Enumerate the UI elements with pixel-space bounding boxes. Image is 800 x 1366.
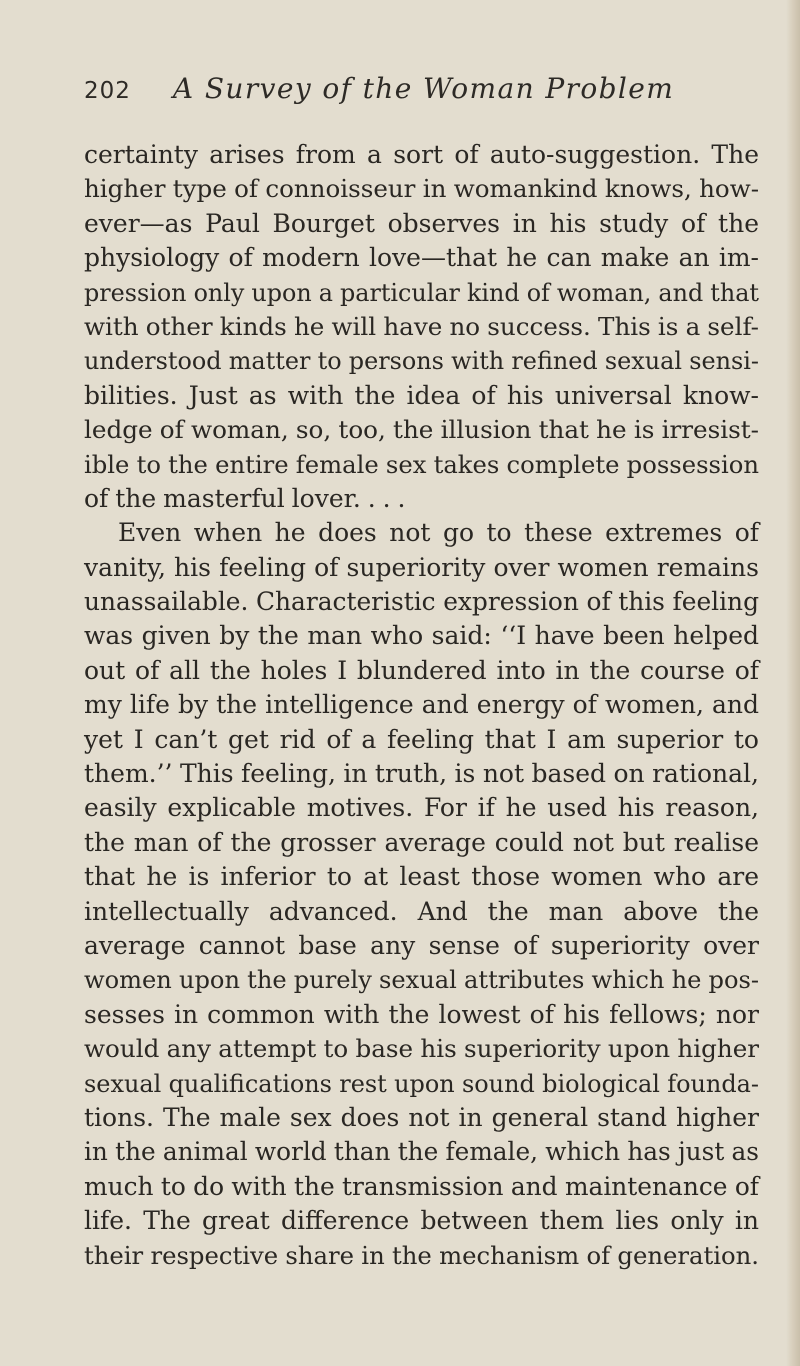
text-line: certainty arises from a sort of auto-suggestion. The	[84, 140, 759, 169]
text-line: women upon the purely sexual attributes which he pos-	[84, 966, 759, 995]
paragraph-end-line: of the masterful lover. . . .	[84, 483, 406, 513]
text-line: was given by the man who said: ‘‘I have been helped	[84, 621, 759, 651]
text-line: sexual qualifications rest upon sound biological founda-	[84, 1069, 759, 1098]
text-line: average cannot base any sense of superiority over	[84, 930, 759, 960]
text-line: my life by the intelligence and energy of women, and	[84, 690, 759, 720]
page-number: 202	[84, 78, 131, 104]
text-line: in the animal world than the female, which has just as	[84, 1137, 759, 1167]
paragraph-start-line: Even when he does not go to these extremes of	[118, 518, 759, 548]
text-line: higher type of connoisseur in womankind knows, how-	[84, 174, 759, 204]
text-line: would any attempt to base his superiority upon higher	[84, 1034, 759, 1064]
text-line: ible to the entire female sex takes complete possession	[84, 449, 759, 479]
text-line: much to do with the transmission and maintenance of	[84, 1171, 759, 1201]
text-line: easily explicable motives. For if he used his reason,	[84, 793, 759, 823]
text-line: with other kinds he will have no success. This is a self-	[84, 311, 759, 341]
text-line: vanity, his feeling of superiority over women remains	[84, 552, 759, 582]
text-line: life. The great difference between them lies only in	[84, 1206, 759, 1236]
text-line: tions. The male sex does not in general stand higher	[84, 1102, 759, 1132]
text-line: sesses in common with the lowest of his fellows; nor	[84, 999, 759, 1029]
text-line: ever—as Paul Bourget observes in his study of the	[84, 208, 759, 238]
text-line: unassailable. Characteristic expression of this feeling	[84, 587, 759, 617]
text-line: them.’’ This feeling, in truth, is not based on rational,	[84, 759, 759, 789]
text-line: out of all the holes I blundered into in the course of	[84, 655, 759, 685]
page-edge-shadow	[786, 0, 800, 1366]
text-line: their respective share in the mechanism of generation.	[84, 1240, 759, 1270]
text-line: that he is inferior to at least those women who are	[84, 862, 759, 892]
text-line: ledge of woman, so, too, the illusion that he is irresist-	[84, 415, 759, 445]
text-line: intellectually advanced. And the man above the	[84, 896, 759, 926]
running-title: A Survey of the Woman Problem	[172, 72, 675, 105]
text-line: physiology of modern love—that he can make an im-	[84, 243, 759, 273]
running-head	[84, 72, 674, 128]
text-line: understood matter to persons with refined sexual sensi-	[84, 347, 759, 376]
text-line: the man of the grosser average could not but realise	[84, 827, 759, 857]
text-line: bilities. Just as with the idea of his universal know-	[84, 380, 759, 410]
text-line: yet I can’t get rid of a feeling that I am superior to	[84, 724, 759, 754]
body-text	[84, 138, 759, 1273]
text-line: pression only upon a particular kind of woman, and that	[84, 278, 759, 307]
